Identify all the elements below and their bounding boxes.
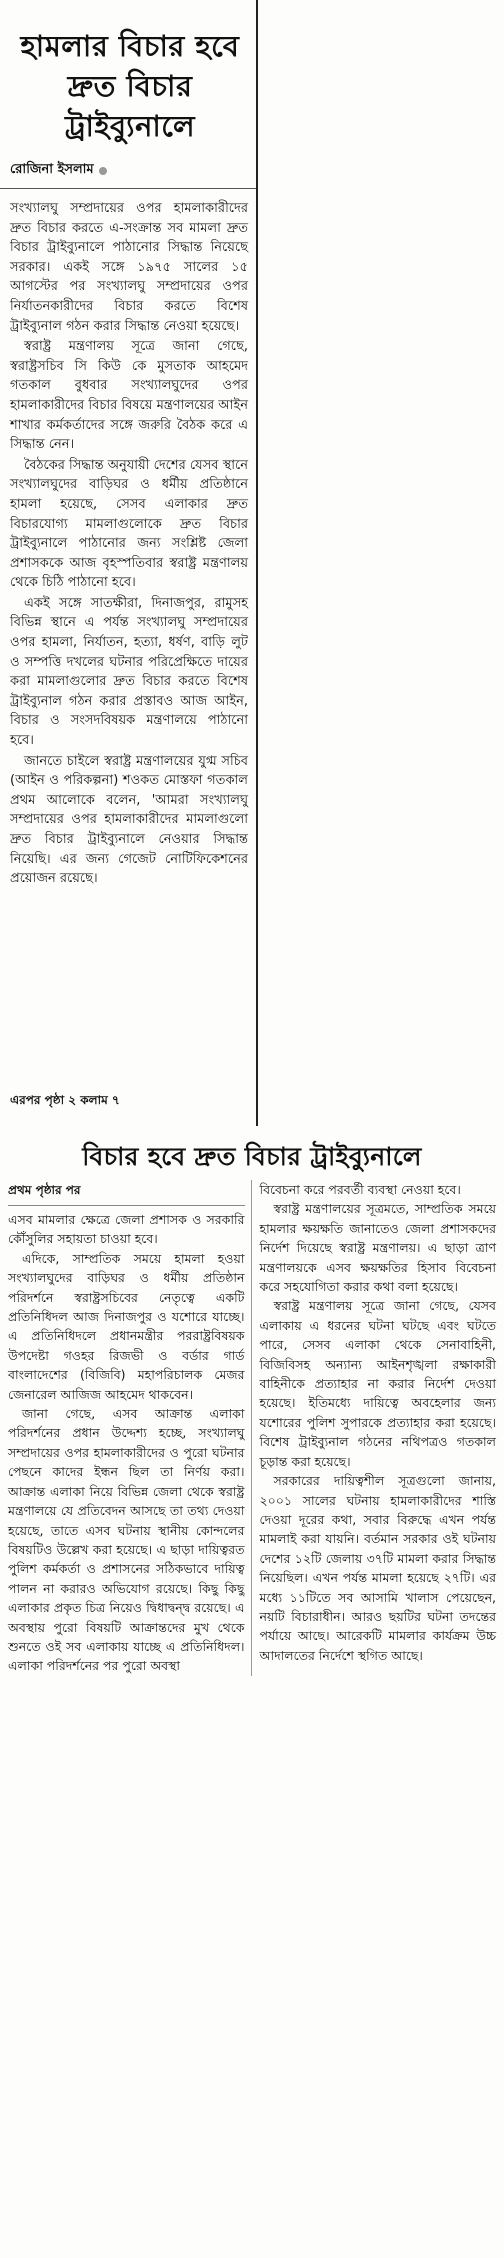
continuation-columns — [8, 1180, 496, 1676]
front-paragraph-1: সংখ্যালঘু সম্প্রদায়ের ওপর হামলাকারীদের দ্রুত বিচার করতে এ-সংক্রান্ত সব মামলা দ্রুত বিচার ট্রাইব্যুনালে পাঠানোর সিদ্ধান্ত নিয়েছে সরকার। একই সঙ্গে ১৯৭৫ সালের ১৫ আগস্টের পর সংখ্যালঘু সম্প্রদায়ের ওপর নির্যাতনকারীদের বিচার করতে বিশেষ ট্রাইব্যুনাল গঠন করার সিদ্ধান্ত নেওয়া হয়েছে। — [10, 201, 248, 334]
cont-left-paragraph-3: জানা গেছে, এসব আক্রান্ত এলাকা পরিদর্শনের প্রধান উদ্দেশ্য হচ্ছে, সংখ্যালঘু সম্প্রদায়ের ওপর হামলাকারীদের ও পুরো ঘটনার পেছনে কাদের ইন্ধন ছিল তা নির্ণয় করা। আক্রান্ত এলাকা নিয়ে বিভিন্ন জেলা থেকে স্বরাষ্ট্র মন্ত্রণালয়ে যে প্রতিবেদন আসছে তা তথ্য দেওয়া হয়েছে, তাতে এসব ঘটনায় স্থানীয় কোন্দলের বিষয়টিও উল্লেখ করা হয়েছে। এ ছাড়া দায়িত্বরত পুলিশ কর্মকর্তা ও প্রশাসনের সঠিকভাবে দায়িত্ব পালন না করারও অভিযোগ রয়েছে। কিছু কিছু এলাকার প্রকৃত চিত্র নিয়েও দ্বিধাদ্বন্দ্ব রয়েছে। এ অবস্থায় পুরো বিষয়টি আক্রান্তদের মুখ থেকে শুনতে ওই সব এলাকায় যাচ্ছে এ প্রতিনিধিদল। এলাকা পরিদর্শনের পর পুরো অবস্থা — [8, 1406, 245, 1674]
cont-right-paragraph-1: বিবেচনা করে পরবর্তী ব্যবস্থা নেওয়া হবে। — [259, 1182, 461, 1197]
cont-right-paragraph-3: স্বরাষ্ট্র মন্ত্রণালয় সূত্রে জানা গেছে, যেসব এলাকায় এ ধরনের ঘটনা ঘটছে এবং ঘটতে পারে, সেসব এলাকা থেকে সেনাবাহিনী, বিজিবিসহ অন্যান্য আইনশৃঙ্খলা রক্ষাকারী বাহিনীকে প্রত্যাহার না করার নির্দেশ দেওয়া হয়েছে। ইতিমধ্যে দায়িত্বে অবহেলার জন্য যশোরের পুলিশ সুপারকে প্রত্যাহার করা হয়েছে। বিশেষ ট্রাইব্যুনাল গঠনের নথিপত্রও গতকাল চূড়ান্ত করা হয়েছে। — [259, 1298, 496, 1469]
byline-divider — [0, 188, 256, 189]
jump-line: এরপর পৃষ্ঠা ২ কলাম ৭ — [10, 1093, 120, 1107]
front-paragraph-5: জানতে চাইলে স্বরাষ্ট্র মন্ত্রণালয়ের যুগ্ম সচিব (আইন ও পরিকল্পনা) শওকত মোস্তফা গতকাল প্রথম আলোকে বলেন, 'আমরা সংখ্যালঘু সম্প্রদায়ের ওপর হামলাকারীদের মামলাগুলো দ্রুত বিচার ট্রাইব্যুনালে নেওয়ার সিদ্ধান্ত নিয়েছি। এর জন্য গেজেট নোটিফিকেশনের প্রয়োজন রয়েছে। — [10, 753, 248, 887]
front-paragraph-4: একই সঙ্গে সাতক্ষীরা, দিনাজপুর, রামুসহ বিভিন্ন স্থানে এ পর্যন্ত সংখ্যালঘু সম্প্রদায়ের ওপর হামলা, নির্যাতন, হত্যা, ধর্ষণ, বাড়ি লুট ও সম্পত্তি দখলের ঘটনার পরিপ্রেক্ষিতে দায়ের করা মামলাগুলোর দ্রুত বিচার করতে বিশেষ ট্রাইব্যুনাল গঠন করার প্রস্তাবও আজ আইন, বিচার ও সংসদবিষয়ক মন্ত্রণালয়ে পাঠানো হবে। — [10, 595, 248, 749]
continuation-headline: বিচার হবে দ্রুত বিচার ট্রাইব্যুনালে — [82, 1142, 422, 1171]
continuation-left-column — [8, 1180, 252, 1676]
front-paragraph-2: স্বরাষ্ট্র মন্ত্রণালয় সূত্রে জানা গেছে, স্বরাষ্ট্রসচিব সি কিউ কে মুসতাক আহমেদ গতকাল বুধবার সংখ্যালঘুদের ওপর হামলাকারীদের বিচার বিষয়ে মন্ত্রণালয়ের আইন শাখার কর্মকর্তাদের সঙ্গে জরুরি বৈঠক করে এ সিদ্ধান্ত নেন। — [10, 339, 248, 453]
cont-left-paragraph-1: এসব মামলার ক্ষেত্রে জেলা প্রশাসক ও সরকারি কৌঁসুলির সহায়তা চাওয়া হবে। — [8, 1212, 245, 1247]
bullet-dot-icon — [99, 167, 107, 175]
cont-right-paragraph-4: সরকারের দায়িত্বশীল সূত্রগুলো জানায়, ২০০১ সালের ঘটনায় হামলাকারীদের শাস্তি দেওয়া দূরের কথা, সবার বিরুদ্ধে এখন পর্যন্ত মামলাই করা যায়নি। বর্তমান সরকার ওই ঘটনায় দেশের ১২টি জেলায় ৩৭টি মামলা করার সিদ্ধান্ত নিয়েছিল। এখন পর্যন্ত মামলা হয়েছে ২৭টি। এর মধ্যে ১১টিতে সব আসামি খালাস পেয়েছেন, নয়টি বিচারাধীন। আরও ছয়টির ঘটনা তদন্তের পর্যায়ে আছে। আরেকটি মামলার কার্যক্রম উচ্চ আদালতের নির্দেশে স্থগিত আছে। — [259, 1473, 496, 1663]
from-page-label: প্রথম পৃষ্ঠার পর — [8, 1182, 245, 1206]
continuation-right-column — [260, 1180, 497, 1676]
front-paragraph-3: বৈঠকের সিদ্ধান্ত অনুযায়ী দেশের যেসব স্থানে সংখ্যালঘুদের বাড়িঘর ও ধর্মীয় প্রতিষ্ঠানে হামলা হয়েছে, সেসব এলাকার দ্রুত বিচারযোগ্য মামলাগুলোকে দ্রুত বিচার ট্রাইব্যুনালে পাঠানোর জন্য সংশ্লিষ্ট জেলা প্রশাসককে আজ বৃহস্পতিবার স্বরাষ্ট্র মন্ত্রণালয় থেকে চিঠি পাঠানো হবে। — [10, 457, 248, 591]
cont-right-paragraph-2: স্বরাষ্ট্র মন্ত্রণালয়ের সূত্রমতে, সাম্প্রতিক সময়ে হামলার ক্ষয়ক্ষতি জানাতেও জেলা প্রশাসকদের নির্দেশ দিয়েছে স্বরাষ্ট্র মন্ত্রণালয়। এ ছাড়া ত্রাণ মন্ত্রণালয়কে এসব ক্ষয়ক্ষতির হিসাব বিবেচনা করে সহযোগিতা করার কথা বলা হয়েছে। — [259, 1201, 496, 1295]
front-body — [10, 199, 248, 889]
cont-left-paragraph-2: এদিকে, সাম্প্রতিক সময়ে হামলা হওয়া সংখ্যালঘুদের বাড়িঘর ও ধর্মীয় প্রতিষ্ঠান পরিদর্শনে স্বরাষ্ট্রসচিবের নেতৃত্বে একটি প্রতিনিধিদল আজ দিনাজপুর ও যশোরে যাচ্ছে। এ প্রতিনিধিদলে প্রধানমন্ত্রীর পররাষ্ট্রবিষয়ক উপদেষ্টা গওহর রিজভী ও বর্ডার গার্ড বাংলাদেশের (বিজিবি) মহাপরিচালক মেজর জেনারেল আজিজ আহমেদ থাকবেন। — [8, 1250, 245, 1402]
continuation-clipping — [0, 1130, 504, 2130]
front-page-clipping — [0, 0, 258, 1126]
front-headline: হামলার বিচার হবে দ্রুত বিচার ট্রাইব্যুনালে — [20, 29, 240, 143]
byline-name: রোজিনা ইসলাম — [10, 162, 94, 177]
byline — [10, 160, 256, 181]
